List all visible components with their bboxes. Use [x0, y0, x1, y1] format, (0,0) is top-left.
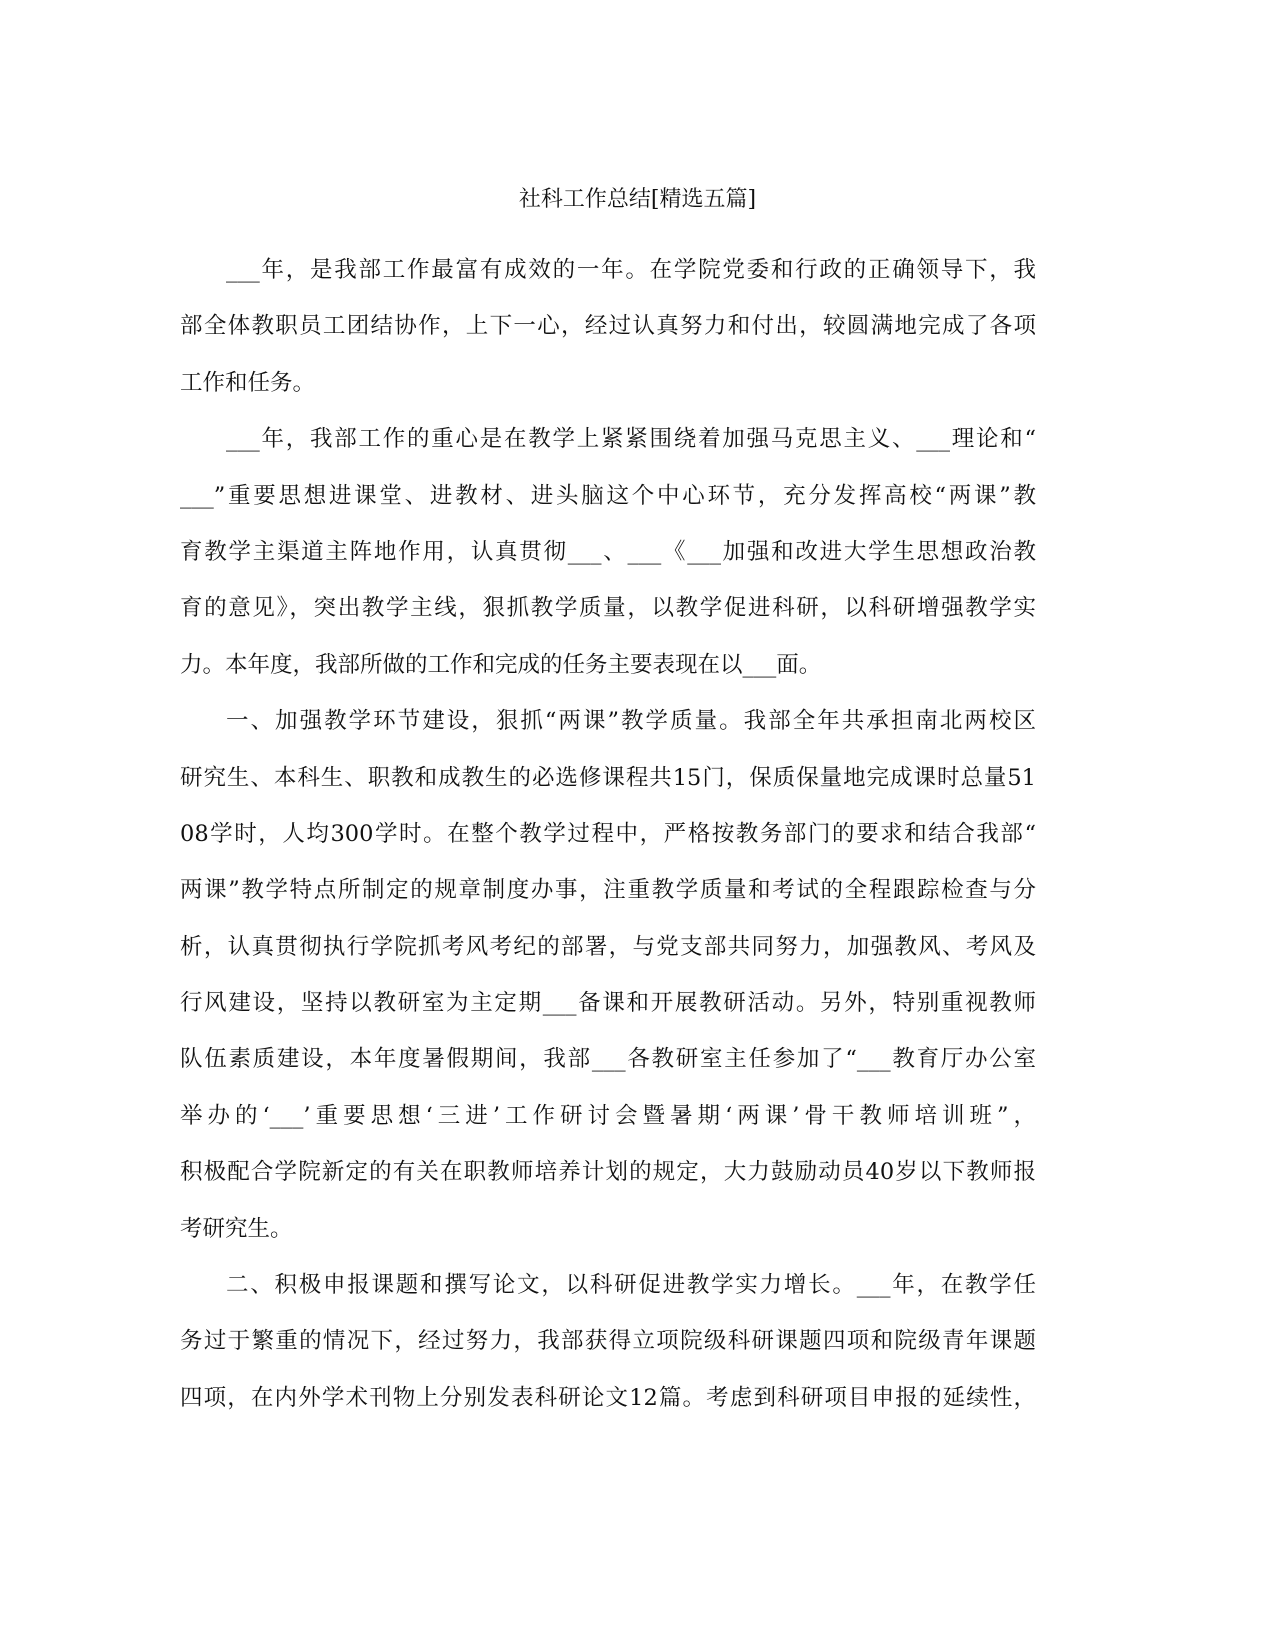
paragraph	[180, 242, 1036, 411]
text-line: 一、加强教学环节建设，狠抓“两课”教学质量。我部全年共承担南北两校区	[226, 708, 1036, 735]
text-line: 二、积极申报课题和撰写论文，以科研促进教学实力增长。___年，在教学任	[226, 1272, 1036, 1299]
text-line: 考研究生。	[180, 1215, 293, 1242]
text-line: 务过于繁重的情况下，经过努力，我部获得立项院级科研课题四项和院级青年课题	[180, 1328, 1036, 1355]
text-line: 队伍素质建设，本年度暑假期间，我部___各教研室主任参加了“___教育厅办公室	[180, 1046, 1036, 1073]
text-line: 行风建设，坚持以教研室为主定期___备课和开展教研活动。另外，特别重视教师	[180, 990, 1036, 1017]
text-line: ___年，是我部工作最富有成效的一年。在学院党委和行政的正确领导下，我	[226, 257, 1036, 283]
text-line: 积极配合学院新定的有关在职教师培养计划的规定，大力鼓励动员40岁以下教师报	[180, 1159, 1036, 1186]
paragraph	[180, 1257, 1036, 1426]
text-line: 研究生、本科生、职教和成教生的必选修课程共15门，保质保量地完成课时总量51	[180, 764, 1036, 791]
document-title: 社科工作总结[精选五篇]	[518, 187, 757, 212]
text-line: 析，认真贯彻执行学院抓考风考纪的部署，与党支部共同努力，加强教风、考风及	[180, 933, 1036, 960]
text-line: 工作和任务。	[180, 369, 316, 396]
paragraph	[180, 693, 1036, 1257]
text-line: ___年，我部工作的重心是在教学上紧紧围绕着加强马克思主义、___理论和“	[226, 426, 1036, 453]
text-line: 两课”教学特点所制定的规章制度办事，注重教学质量和考试的全程跟踪检查与分	[180, 877, 1036, 904]
text-line: ___”重要思想进课堂、进教材、进头脑这个中心环节，充分发挥高校“两课”教	[180, 482, 1036, 509]
text-line: 育的意见》，突出教学主线，狠抓教学质量，以教学促进科研，以科研增强教学实	[180, 595, 1036, 622]
paragraph	[180, 411, 1036, 693]
text-line: 力。本年度，我部所做的工作和完成的任务主要表现在以___面。	[180, 651, 822, 678]
text-line: 育教学主渠道主阵地作用，认真贯彻___、___《___加强和改进大学生思想政治教	[180, 538, 1036, 565]
text-line: 部全体教职员工团结协作，上下一心，经过认真努力和付出，较圆满地完成了各项	[180, 313, 1036, 340]
text-line: 08学时，人均300学时。在整个教学过程中，严格按教务部门的要求和结合我部“	[180, 820, 1036, 847]
text-line: 四项，在内外学术刊物上分别发表科研论文12篇。考虑到科研项目申报的延续性，	[180, 1384, 1036, 1411]
text-line: 举办的‘___’重要思想‘三进’工作研讨会暨暑期‘两课’骨干教师培训班”，	[180, 1102, 1036, 1129]
document-body	[180, 242, 1036, 1426]
